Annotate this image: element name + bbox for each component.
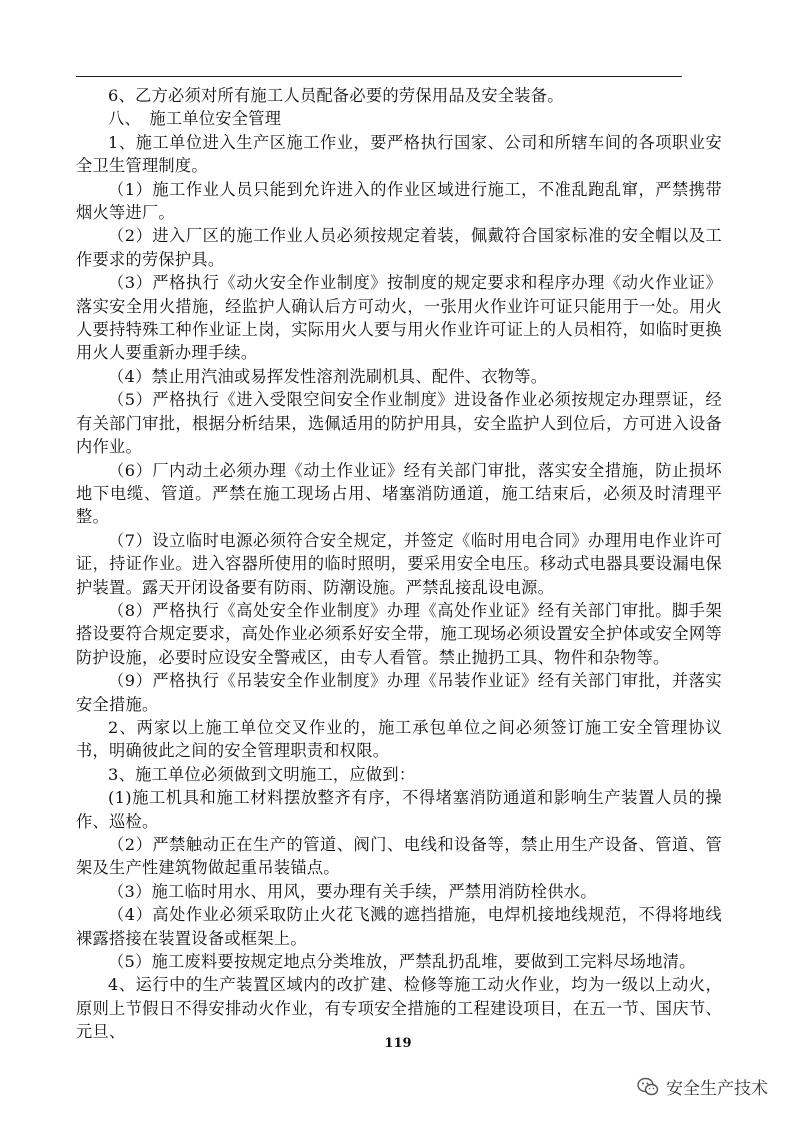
- document-body: [76, 84, 722, 1044]
- header-rule: [76, 76, 682, 77]
- paragraph: （4）禁止用汽油或易挥发性溶剂洗刷机具、配件、衣物等。: [108, 366, 548, 386]
- paragraph: 6、乙方必须对所有施工人员配备必要的劳保用品及安全装备。: [108, 86, 564, 105]
- paragraph: 1、施工单位进入生产区施工作业，要严格执行国家、公司和所辖车间的各项职业安全卫生管理制度。: [76, 132, 722, 176]
- paragraph: 八、 施工单位安全管理: [108, 109, 282, 129]
- brand-name: 安全生产技术: [666, 1079, 768, 1099]
- paragraph: (1)施工机具和施工材料摆放整齐有序，不得堵塞消防通道和影响生产装置人员的操作、巡检。: [76, 788, 722, 831]
- paragraph: （7）设立临时电源必须符合安全规定，并签定《临时用电合同》办理用电作业许可证，持证作业。进入容器所使用的临时照明，要采用安全电压。移动式电器具要设漏电保护装置。露天开闭设备要有防雨、防潮设施。严禁乱接乱设电源。: [76, 530, 722, 597]
- paragraph: （4）高处作业必须采取防止火花飞溅的遮挡措施，电焊机接地线规范，不得将地线裸露搭接在装置设备或框架上。: [76, 905, 722, 948]
- page-number: 119: [384, 1036, 412, 1051]
- paragraph: （2）进入厂区的施工作业人员必须按规定着装，佩戴符合国家标准的安全帽以及工作要求的劳保护具。: [76, 226, 722, 269]
- brand-watermark: [636, 1074, 768, 1099]
- paragraph: 3、施工单位必须做到文明施工，应做到：: [108, 764, 416, 784]
- paragraph: （6）厂内动土必须办理《动土作业证》经有关部门审批，落实安全措施，防止损坏地下电缆、管道。严禁在施工现场占用、堵塞消防通道，施工结束后，必须及时清理平整。: [76, 460, 722, 527]
- paragraph: （3）施工临时用水、用风，要办理有关手续，严禁用消防栓供水。: [108, 881, 597, 901]
- paragraph: （5）施工废料要按规定地点分类堆放，严禁乱扔乱堆，要做到工完料尽场地清。: [108, 952, 696, 972]
- paragraph: （8）严格执行《高处安全作业制度》办理《高处作业证》经有关部门审批。脚手架搭设要符合规定要求，高处作业必须系好安全带，施工现场必须设置安全护体或安全网等防护设施，必要时应设安全警戒区，由专人看管。禁止抛扔工具、物件和杂物等。: [76, 600, 722, 667]
- paragraph: （5）严格执行《进入受限空间安全作业制度》进设备作业必须按规定办理票证，经有关部门审批，根据分析结果，选佩适用的防护用具，安全监护人到位后，方可进入设备内作业。: [76, 390, 722, 457]
- wechat-icon: [636, 1075, 660, 1099]
- paragraph: 2、两家以上施工单位交叉作业的，施工承包单位之间必须签订施工安全管理协议书，明确彼此之间的安全管理职责和权限。: [76, 717, 722, 761]
- paragraph: 4、运行中的生产装置区域内的改扩建、检修等施工动火作业，均为一级以上动火，原则上节假日不得安排动火作业，有专项安全措施的工程建设项目，在五一节、国庆节、元旦、: [76, 975, 722, 1042]
- paragraph: （9）严格执行《吊装安全作业制度》办理《吊装作业证》经有关部门审批，并落实安全措施。: [76, 671, 722, 714]
- paragraph: （2）严禁触动正在生产的管道、阀门、电线和设备等，禁止用生产设备、管道、管架及生产性建筑物做起重吊装锚点。: [76, 835, 722, 878]
- paragraph: （1）施工作业人员只能到允许进入的作业区域进行施工，不准乱跑乱窜，严禁携带烟火等进厂。: [76, 179, 722, 223]
- paragraph: （3）严格执行《动火安全作业制度》按制度的规定要求和程序办理《动火作业证》落实安全用火措施，经监护人确认后方可动火，一张用火作业许可证只能用于一处。用火人要持特殊工种作业证上岗，实际用火人要与用火作业许可证上的人员相符，如临时更换用火人要重新办理手续。: [76, 273, 722, 363]
